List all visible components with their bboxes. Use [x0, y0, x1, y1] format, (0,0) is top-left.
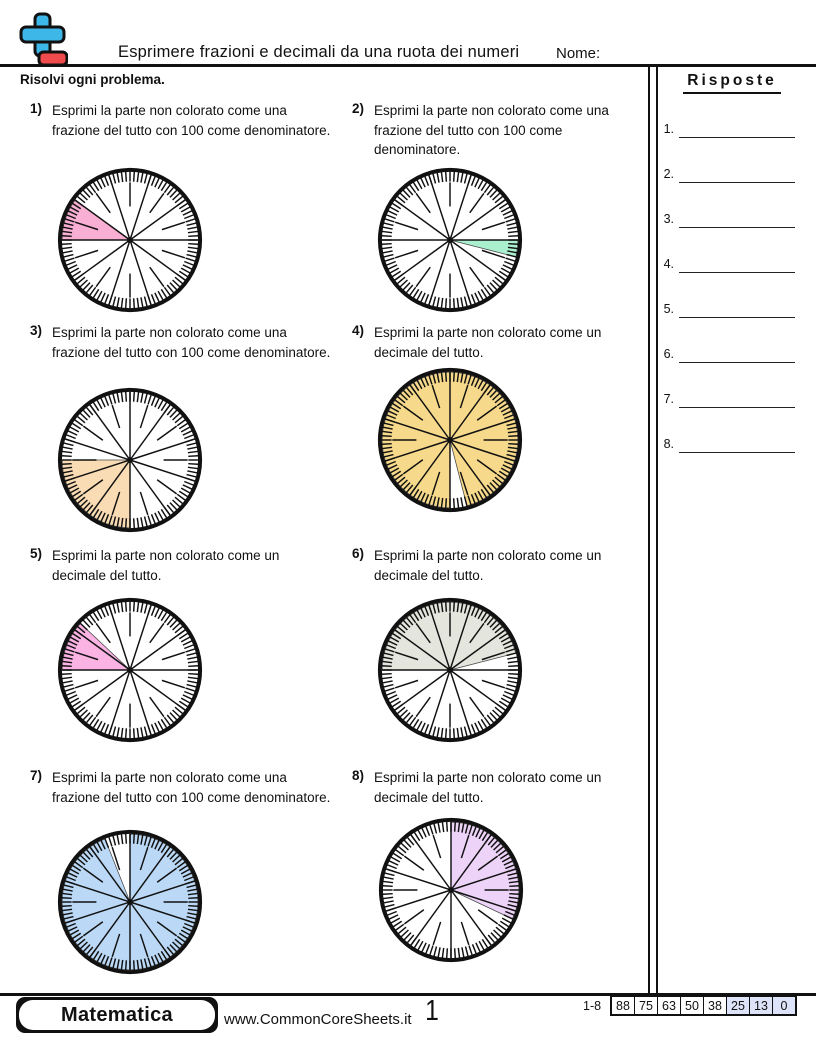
number-wheel-6 — [377, 597, 523, 743]
problem-7-number: 7) — [30, 768, 43, 783]
answer-blank-8[interactable] — [679, 452, 795, 453]
answer-blank-2[interactable] — [679, 182, 795, 183]
instruction-text: Risolvi ogni problema. — [20, 72, 165, 87]
problem-6-text: Esprimi la parte non colorato come un decimale del tutto. — [374, 548, 602, 583]
page-number: 1 — [425, 995, 439, 1027]
problem-6-number: 6) — [352, 546, 365, 561]
answer-number: 7. — [663, 392, 674, 406]
score-cell: 50 — [680, 997, 703, 1014]
answers-title: Risposte — [683, 72, 780, 94]
header-divider — [0, 64, 816, 67]
score-cell: 88 — [612, 997, 634, 1014]
score-cell: 0 — [772, 997, 795, 1014]
problem-5-number: 5) — [30, 546, 43, 561]
answer-number: 6. — [663, 347, 674, 361]
number-wheel-8 — [378, 817, 524, 963]
answer-blank-3[interactable] — [679, 227, 795, 228]
plus-icon — [21, 14, 64, 56]
problem-4-number: 4) — [352, 323, 365, 338]
website-link[interactable]: www.CommonCoreSheets.it — [224, 1011, 412, 1028]
answer-number: 8. — [663, 437, 674, 451]
score-table-label: 1-8 — [583, 999, 602, 1013]
problem-8-number: 8) — [352, 768, 365, 783]
brand-name: Matematica — [61, 1003, 173, 1026]
answer-blank-6[interactable] — [679, 362, 795, 363]
score-cell: 38 — [703, 997, 726, 1014]
number-wheel-2 — [377, 167, 523, 313]
answer-number: 4. — [663, 257, 674, 271]
problem-2-number: 2) — [352, 101, 365, 116]
score-cell: 63 — [657, 997, 680, 1014]
name-label: Nome: — [556, 45, 601, 62]
answer-blank-4[interactable] — [679, 272, 795, 273]
answer-number: 3. — [663, 212, 674, 226]
problem-5-text: Esprimi la parte non colorato come un decimale del tutto. — [52, 548, 280, 583]
answer-number: 5. — [663, 302, 674, 316]
problem-2-text: Esprimi la parte non colorato come una frazione del tutto con 100 come denominatore. — [374, 103, 609, 158]
page-title: Esprimere frazioni e decimali da una ruota dei numeri — [118, 43, 520, 61]
brand-pill — [19, 1000, 215, 1030]
number-wheel-7 — [57, 829, 203, 975]
problem-4-text: Esprimi la parte non colorato come un decimale del tutto. — [374, 325, 602, 360]
number-wheel-5 — [57, 597, 203, 743]
problem-1-number: 1) — [30, 101, 43, 116]
number-wheel-1 — [57, 167, 203, 313]
problem-3-number: 3) — [30, 323, 43, 338]
answers-divider — [648, 67, 658, 995]
score-cell: 25 — [726, 997, 749, 1014]
answer-number: 1. — [663, 122, 674, 136]
score-table — [610, 995, 797, 1016]
brand-logo — [16, 12, 68, 68]
problem-3-text: Esprimi la parte non colorato come una frazione del tutto con 100 come denominatore. — [52, 325, 331, 360]
problem-8-text: Esprimi la parte non colorato come un decimale del tutto. — [374, 770, 602, 805]
answer-blank-7[interactable] — [679, 407, 795, 408]
problem-7-text: Esprimi la parte non colorato come una frazione del tutto con 100 come denominatore. — [52, 770, 331, 805]
answer-blank-5[interactable] — [679, 317, 795, 318]
answer-number: 2. — [663, 167, 674, 181]
answers-panel-header — [657, 72, 807, 94]
answer-blank-1[interactable] — [679, 137, 795, 138]
score-cell: 75 — [634, 997, 657, 1014]
number-wheel-4 — [377, 367, 523, 513]
score-cell: 13 — [749, 997, 772, 1014]
number-wheel-3 — [57, 387, 203, 533]
problem-1-text: Esprimi la parte non colorato come una frazione del tutto con 100 come denominatore. — [52, 103, 331, 138]
brand-badge — [16, 997, 218, 1033]
